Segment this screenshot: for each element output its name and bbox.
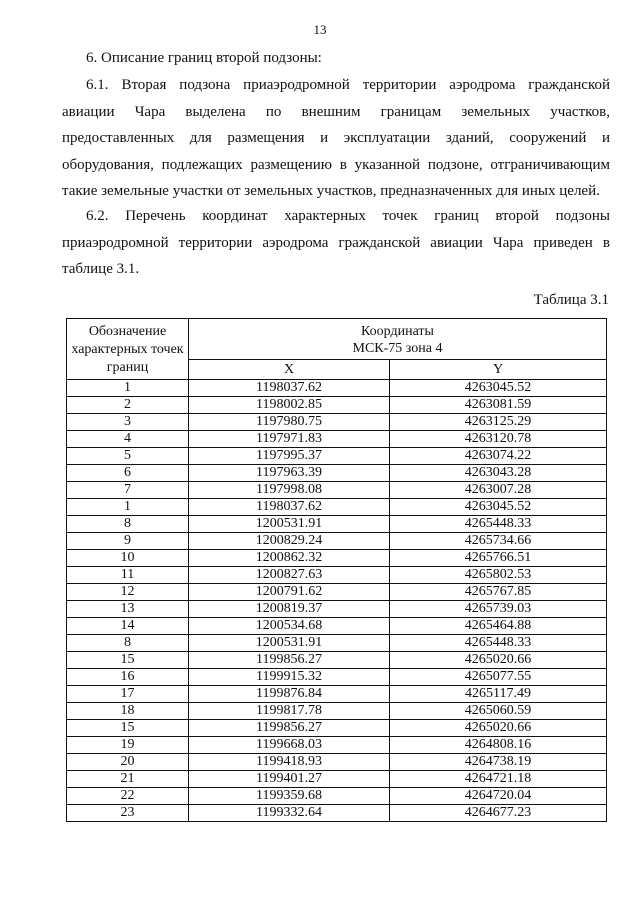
x-coordinate-cell: 1199856.27 (189, 652, 390, 669)
table-row (67, 805, 607, 822)
table-row (67, 720, 607, 737)
y-coordinate-cell: 4265117.49 (390, 686, 607, 703)
y-coordinate-cell: 4264720.04 (390, 788, 607, 805)
table-row (67, 737, 607, 754)
x-coordinate-cell: 1197980.75 (189, 414, 390, 431)
y-coordinate-cell: 4263081.59 (390, 397, 607, 414)
point-number-cell: 17 (67, 686, 189, 703)
x-coordinate-cell: 1199401.27 (189, 771, 390, 788)
x-coordinate-cell: 1199915.32 (189, 669, 390, 686)
y-coordinate-cell: 4264677.23 (390, 805, 607, 822)
y-coordinate-cell: 4265060.59 (390, 703, 607, 720)
x-coordinate-cell: 1199876.84 (189, 686, 390, 703)
table-row (67, 652, 607, 669)
y-coordinate-cell: 4265734.66 (390, 533, 607, 550)
point-number-cell: 5 (67, 448, 189, 465)
point-number-cell: 8 (67, 635, 189, 652)
table-row (67, 414, 607, 431)
table-header-row (67, 319, 607, 360)
table-row (67, 601, 607, 618)
y-coordinate-cell: 4265464.88 (390, 618, 607, 635)
y-coordinate-cell: 4263007.28 (390, 482, 607, 499)
y-coordinate-cell: 4265020.66 (390, 720, 607, 737)
x-coordinate-cell: 1199332.64 (189, 805, 390, 822)
x-coordinate-cell: 1197963.39 (189, 465, 390, 482)
table-row (67, 499, 607, 516)
section-title: 6. Описание границ второй подзоны: (86, 50, 322, 66)
point-number-cell: 19 (67, 737, 189, 754)
point-number-cell: 1 (67, 380, 189, 397)
header-x: X (189, 360, 390, 380)
table-row (67, 584, 607, 601)
table-row (67, 533, 607, 550)
point-number-cell: 7 (67, 482, 189, 499)
point-number-cell: 18 (67, 703, 189, 720)
y-coordinate-cell: 4265020.66 (390, 652, 607, 669)
point-number-cell: 14 (67, 618, 189, 635)
table-row (67, 771, 607, 788)
x-coordinate-cell: 1200827.63 (189, 567, 390, 584)
table-row (67, 669, 607, 686)
y-coordinate-cell: 4264738.19 (390, 754, 607, 771)
y-coordinate-cell: 4265767.85 (390, 584, 607, 601)
coordinates-table (66, 318, 607, 822)
x-coordinate-cell: 1200829.24 (189, 533, 390, 550)
x-coordinate-cell: 1200819.37 (189, 601, 390, 618)
table-row (67, 465, 607, 482)
point-number-cell: 22 (67, 788, 189, 805)
x-coordinate-cell: 1199668.03 (189, 737, 390, 754)
y-coordinate-cell: 4263120.78 (390, 431, 607, 448)
x-coordinate-cell: 1200531.91 (189, 635, 390, 652)
table-row (67, 703, 607, 720)
point-number-cell: 10 (67, 550, 189, 567)
x-coordinate-cell: 1200862.32 (189, 550, 390, 567)
table-row (67, 448, 607, 465)
header-coordinates (189, 319, 607, 360)
y-coordinate-cell: 4265766.51 (390, 550, 607, 567)
table-row (67, 635, 607, 652)
y-coordinate-cell: 4263074.22 (390, 448, 607, 465)
y-coordinate-cell: 4263125.29 (390, 414, 607, 431)
page-number: 13 (313, 22, 327, 37)
point-number-cell: 21 (67, 771, 189, 788)
x-coordinate-cell: 1199359.68 (189, 788, 390, 805)
point-number-cell: 16 (67, 669, 189, 686)
x-coordinate-cell: 1197971.83 (189, 431, 390, 448)
y-coordinate-cell: 4263045.52 (390, 380, 607, 397)
y-coordinate-cell: 4263045.52 (390, 499, 607, 516)
header-coordinate-system: МСК-75 зона 4 (352, 340, 443, 356)
x-coordinate-cell: 1198037.62 (189, 380, 390, 397)
x-coordinate-cell: 1197995.37 (189, 448, 390, 465)
y-coordinate-cell: 4264808.16 (390, 737, 607, 754)
table-row (67, 516, 607, 533)
point-number-cell: 11 (67, 567, 189, 584)
table-row (67, 550, 607, 567)
point-number-cell: 15 (67, 720, 189, 737)
header-coordinates-title: Координаты (361, 323, 434, 339)
x-coordinate-cell: 1200791.62 (189, 584, 390, 601)
x-coordinate-cell: 1200531.91 (189, 516, 390, 533)
point-number-cell: 12 (67, 584, 189, 601)
y-coordinate-cell: 4263043.28 (390, 465, 607, 482)
paragraph-6-2: 6.2. Перечень координат характерных точек границ второй подзоны приаэродромной территории аэродрома гражданской авиации Чара приведен в таблице 3.1. (62, 208, 610, 277)
table-row (67, 618, 607, 635)
table-row (67, 431, 607, 448)
x-coordinate-cell: 1197998.08 (189, 482, 390, 499)
table-row (67, 686, 607, 703)
header-point-designation: Обозначение характерных точек границ (67, 319, 189, 380)
point-number-cell: 23 (67, 805, 189, 822)
point-number-cell: 15 (67, 652, 189, 669)
y-coordinate-cell: 4265739.03 (390, 601, 607, 618)
y-coordinate-cell: 4265802.53 (390, 567, 607, 584)
x-coordinate-cell: 1199856.27 (189, 720, 390, 737)
header-y: Y (390, 360, 607, 380)
table-row (67, 567, 607, 584)
x-coordinate-cell: 1199817.78 (189, 703, 390, 720)
point-number-cell: 8 (67, 516, 189, 533)
table-row (67, 397, 607, 414)
y-coordinate-cell: 4265448.33 (390, 635, 607, 652)
point-number-cell: 2 (67, 397, 189, 414)
x-coordinate-cell: 1199418.93 (189, 754, 390, 771)
point-number-cell: 6 (67, 465, 189, 482)
table-body (67, 380, 607, 822)
table-row (67, 788, 607, 805)
table-row (67, 754, 607, 771)
x-coordinate-cell: 1198002.85 (189, 397, 390, 414)
point-number-cell: 3 (67, 414, 189, 431)
paragraph-6-1: 6.1. Вторая подзона приаэродромной территории аэродрома гражданской авиации Чара выделена по внешним границам земельных участков, предоставленных для размещения и эксплуатации зданий, сооружений и оборудования, подлежащих размещению в указанной подзоне, отграничивающим такие земельные участки от земельных участков, предназначенных для иных целей. (62, 77, 610, 199)
table-row (67, 482, 607, 499)
point-number-cell: 13 (67, 601, 189, 618)
x-coordinate-cell: 1198037.62 (189, 499, 390, 516)
y-coordinate-cell: 4265448.33 (390, 516, 607, 533)
table-row (67, 380, 607, 397)
point-number-cell: 1 (67, 499, 189, 516)
y-coordinate-cell: 4264721.18 (390, 771, 607, 788)
x-coordinate-cell: 1200534.68 (189, 618, 390, 635)
point-number-cell: 4 (67, 431, 189, 448)
y-coordinate-cell: 4265077.55 (390, 669, 607, 686)
table-caption: Таблица 3.1 (533, 292, 609, 308)
point-number-cell: 9 (67, 533, 189, 550)
point-number-cell: 20 (67, 754, 189, 771)
